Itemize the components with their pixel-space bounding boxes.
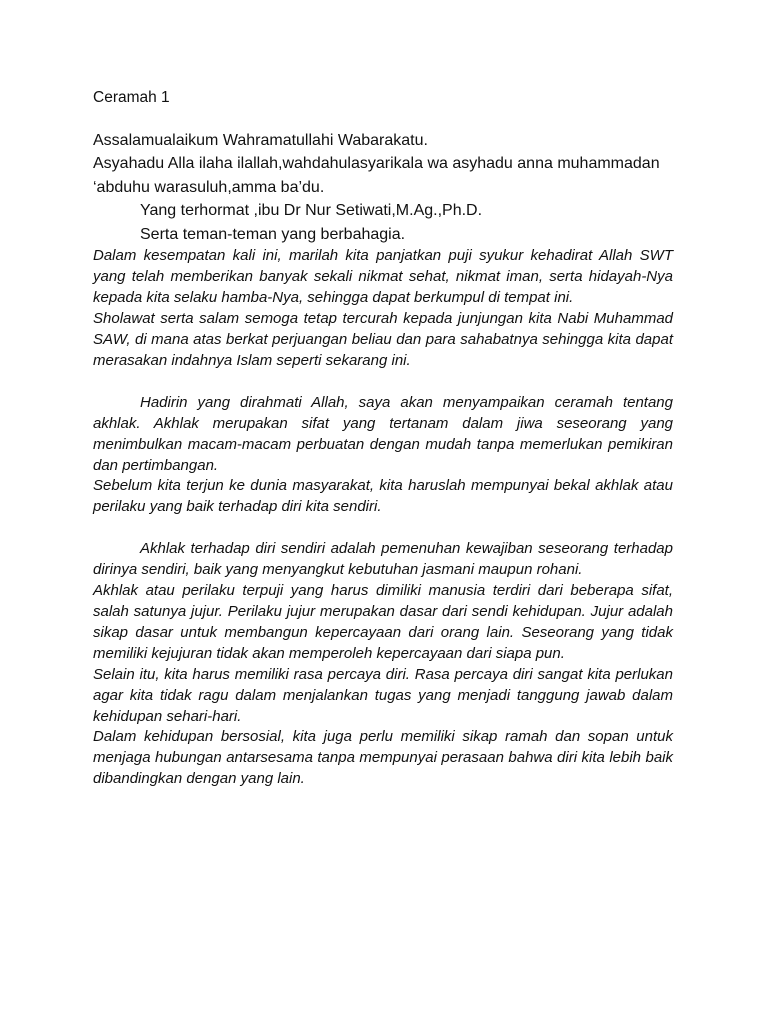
paragraph-bersosial: Dalam kehidupan bersosial, kita juga perlu memiliki sikap ramah dan sopan untuk menjaga hubungan antarsesama tanpa mempunyai perasaan bahwa diri kita lebih baik dibandingkan dengan yang lain.: [93, 728, 673, 788]
greeting-line-1: Assalamualaikum Wahramatullahi Wabarakatu.: [93, 131, 428, 149]
paragraph-percaya-diri: Selain itu, kita harus memiliki rasa percaya diri. Rasa percaya diri sangat kita perlukan agar kita tidak ragu dalam menjalankan tugas yang menjadi tanggung jawab dalam kehidupan sehari-hari.: [93, 665, 673, 725]
paragraph-jujur: Akhlak atau perilaku terpuji yang harus dimiliki manusia terdiri dari beberapa sifat, salah satunya jujur. Perilaku jujur merupakan dasar dari sendi kehidupan. Jujur adalah sikap dasar untuk membangun kepercayaan dari orang lain. Seseorang yang tidak memiliki kejujuran tidak akan memperoleh kepercayaan dari siapa pun.: [93, 582, 673, 662]
paragraph-gap: [93, 518, 673, 539]
paragraph-bekal: Sebelum kita terjun ke dunia masyarakat, kita haruslah mempunyai bekal akhlak atau perilaku yang baik terhadap diri kita sendiri.: [93, 477, 673, 516]
paragraph-akhlak-intro: Hadirin yang dirahmati Allah, saya akan menyampaikan ceramah tentang akhlak. Akhlak merupakan sifat yang tertanam dalam jiwa seseorang yang menimbulkan macam-macam perbuatan dengan mudah tanpa memerlukan pemikiran dan pertimbangan.: [93, 393, 673, 474]
paragraph-opening: Dalam kesempatan kali ini, marilah kita panjatkan puji syukur kehadirat Allah SWT yang telah memberikan banyak sekali nikmat sehat, nikmat iman, serta hidayah-Nya kepada kita selaku hamba-Nya, sehingga dapat berkumpul di tempat ini.: [93, 247, 673, 307]
greeting-line-3: ‘abduhu warasuluh,amma ba’du.: [93, 178, 325, 196]
greeting-line-2: Asyahadu Alla ilaha ilallah,wahdahulasyarikala wa asyhadu anna muhammadan: [93, 155, 660, 173]
paragraph-gap: [93, 372, 673, 393]
document-title: Ceramah 1: [93, 89, 170, 106]
paragraph-sholawat: Sholawat serta salam semoga tetap tercurah kepada junjungan kita Nabi Muhammad SAW, di mana atas berkat perjuangan beliau dan para sahabatnya sehingga kita dapat merasakan indahnya Islam seperti sekarang ini.: [93, 310, 673, 369]
paragraph-diri-sendiri: Akhlak terhadap diri sendiri adalah pemenuhan kewajiban seseorang terhadap dirinya sendiri, baik yang menyangkut kebutuhan jasmani maupun rohani.: [93, 540, 673, 579]
salutation-line-2: Serta teman-teman yang berbahagia.: [140, 225, 406, 243]
salutation-line-1: Yang terhormat ,ibu Dr Nur Setiwati,M.Ag.,Ph.D.: [140, 202, 483, 220]
document-page: [93, 88, 673, 790]
